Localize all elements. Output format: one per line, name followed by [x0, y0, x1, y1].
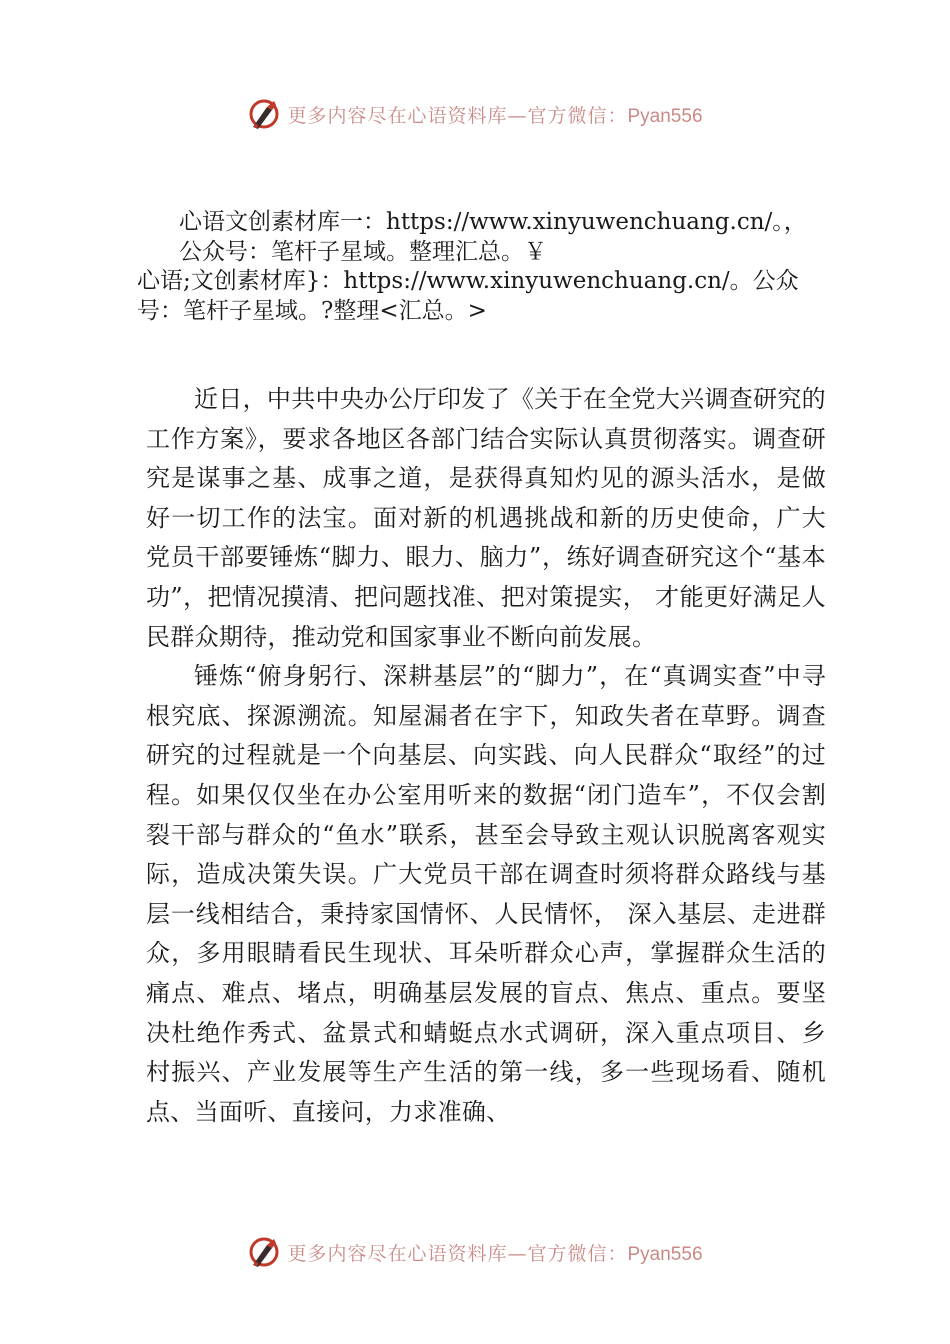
source-info-block [137, 208, 837, 326]
pen-logo-icon [247, 97, 281, 131]
pen-logo-icon [247, 1235, 281, 1269]
source-line-1: 心语文创素材库一：https://www.xinyuwenchuang.cn/。， [179, 209, 807, 235]
footer-banner [0, 1232, 950, 1272]
footer-banner-text: 更多内容尽在心语资料库—官方微信：Pyan556 [287, 1242, 703, 1265]
article-body [146, 380, 826, 1132]
footer-wechat-id: Pyan556 [627, 1243, 703, 1265]
header-wechat-id: Pyan556 [627, 105, 703, 127]
header-banner [0, 94, 950, 134]
source-line-3: 心语;文创素材库}：https://www.xinyuwenchuang.cn/。公众 [137, 268, 799, 294]
header-banner-text: 更多内容尽在心语资料库—官方微信：Pyan556 [287, 104, 703, 127]
article-paragraph-2: 锤炼“俯身躬行、深耕基层”的“脚力”，在“真调实查”中寻根究底、探源溯流。知屋漏者在宇下，知政失者在草野。调查研究的过程就是一个向基层、向实践、向人民群众“取经”的过程。如果仅仅坐在办公室用听来的数据“闭门造车”，不仅会割裂干部与群众的“鱼水”联系，甚至会导致主观认识脱离客观实际，造成决策失误。广大党员干部在调查时须将群众路线与基层一线相结合，秉持家国情怀、人民情怀， 深入基层、走进群众，多用眼睛看民生现状、耳朵听群众心声，掌握群众生活的痛点、难点、堵点，明确基层发展的盲点、焦点、重点。要坚决杜绝作秀式、盆景式和蜻蜓点水式调研，深入重点项目、乡村振兴、产业发展等生产生活的第一线，多一些现场看、随机点、当面听、直接问，力求准确、 [146, 662, 826, 1126]
source-line-4: 号：笔杆子星域。?整理<汇总。> [137, 297, 487, 324]
source-line-2: 公众号：笔杆子星域。整理汇总。￥ [179, 238, 547, 265]
article-paragraph-1: 近日，中共中央办公厅印发了《关于在全党大兴调查研究的工作方案》，要求各地区各部门结合实际认真贯彻落实。调查研究是谋事之基、成事之道，是获得真知灼见的源头活水，是做好一切工作的法宝。面对新的机遇挑战和新的历史使命，广大党员干部要锤炼“脚力、眼力、脑力”，练好调查研究这个“基本功”，把情况摸清、把问题找准、把对策提实， 才能更好满足人民群众期待，推动党和国家事业不断向前发展。 [146, 385, 826, 651]
